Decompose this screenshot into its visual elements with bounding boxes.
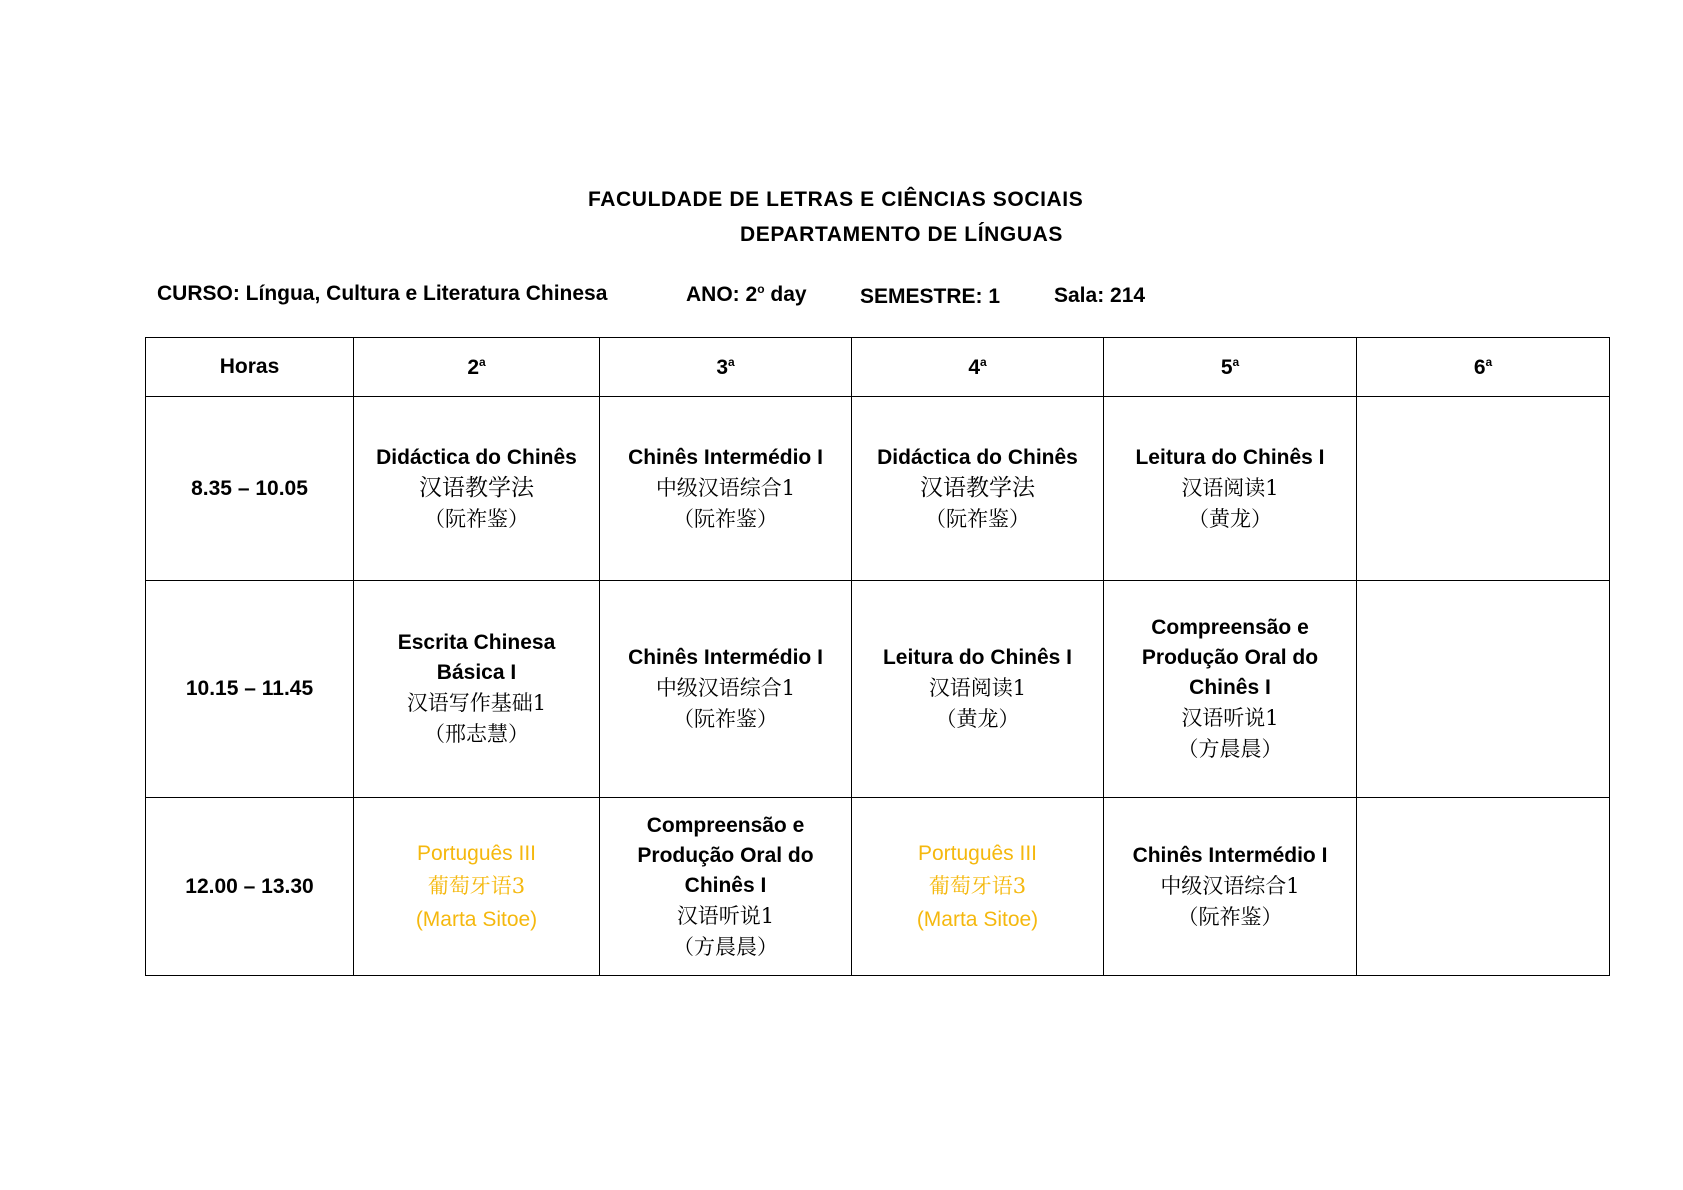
table-row [146, 397, 1610, 581]
course-title: Didáctica do Chinês [877, 445, 1078, 469]
teacher-name: （方晨晨） [1177, 737, 1283, 761]
teacher-name: (Marta Sitoe) [916, 908, 1039, 931]
schedule-table [145, 337, 1610, 976]
course-title: Leitura do Chinês I [1135, 445, 1325, 469]
time-slot: 10.15 – 11.45 [146, 581, 354, 798]
time-slot: 8.35 – 10.05 [146, 397, 354, 581]
teacher-name: （邢志慧） [424, 722, 529, 746]
empty-cell [1357, 798, 1610, 976]
header-row [146, 338, 1610, 397]
class-cell [1104, 397, 1357, 581]
teacher-name: （阮祚鉴） [424, 506, 529, 531]
course-chinese: 汉语阅读1 [928, 676, 1027, 700]
table-row [146, 798, 1610, 976]
teacher-name: （方晨晨） [673, 934, 778, 959]
header-day-3: 3$^a$ [600, 338, 852, 397]
course-chinese: 中级汉语综合1 [655, 676, 796, 700]
header-day-4: 4$^a$ [852, 338, 1104, 397]
time-slot: 12.00 – 13.30 [146, 798, 354, 976]
course-chinese: 汉语写作基础1 [406, 691, 547, 715]
year-label: ANO: 2$^o$ day [686, 282, 807, 306]
semester-label: SEMESTRE: 1 [860, 285, 1001, 308]
department-title: DEPARTAMENTO DE LÍNGUAS [740, 223, 1063, 246]
course-chinese: 汉语听说1 [1181, 706, 1279, 730]
course-title: Compreensão e [646, 813, 805, 837]
teacher-name: （阮祚鉴） [673, 707, 778, 731]
empty-cell [1357, 397, 1610, 581]
teacher-name: （阮祚鉴） [673, 506, 778, 531]
course-title: Leitura do Chinês I [882, 646, 1073, 669]
class-cell [1104, 581, 1357, 798]
class-cell [354, 397, 600, 581]
course-title: Compreensão e [1151, 616, 1309, 639]
class-cell [600, 798, 852, 976]
course-title: Chinês Intermédio I [628, 445, 823, 469]
course-title: Português III [416, 842, 537, 865]
teacher-name: （黄龙） [935, 707, 1020, 731]
class-cell [852, 397, 1104, 581]
course-title: Básica I [436, 661, 517, 684]
course-title: Chinês Intermédio I [628, 646, 823, 669]
class-cell [600, 397, 852, 581]
class-cell [1104, 798, 1357, 976]
header-horas: Horas [146, 338, 354, 397]
course-title: Português III [917, 842, 1038, 865]
course-title: Chinês I [684, 873, 767, 897]
room-label: Sala: 214 [1054, 284, 1146, 307]
class-cell [600, 581, 852, 798]
course-chinese: 中级汉语综合1 [655, 475, 796, 500]
course-title: Produção Oral do [637, 843, 814, 867]
faculty-title: FACULDADE DE LETRAS E CIÊNCIAS SOCIAIS [588, 188, 1084, 211]
course-chinese: 葡萄牙语3 [928, 874, 1027, 898]
teacher-name: （黄龙） [1188, 506, 1272, 531]
empty-cell [1357, 581, 1610, 798]
header-day-5: 5$^a$ [1104, 338, 1357, 397]
header-day-6: 6$^a$ [1357, 338, 1610, 397]
table-row [146, 581, 1610, 798]
class-cell-highlighted [354, 798, 600, 976]
header-day-2: 2$^a$ [354, 338, 600, 397]
course-chinese: 汉语听说1 [676, 903, 775, 928]
course-title: Produção Oral do [1141, 646, 1319, 669]
course-title: Didáctica do Chinês [376, 445, 577, 469]
class-cell [852, 581, 1104, 798]
course-chinese: 葡萄牙语3 [427, 874, 526, 898]
course-title: Chinês I [1189, 676, 1271, 699]
teacher-name: （阮祚鉴） [1177, 904, 1283, 929]
course-label: CURSO: Língua, Cultura e Literatura Chinesa [157, 282, 608, 305]
teacher-name: (Marta Sitoe) [415, 908, 538, 931]
course-title: Chinês Intermédio I [1132, 843, 1328, 867]
class-cell-highlighted [852, 798, 1104, 976]
class-cell [354, 581, 600, 798]
course-chinese: 中级汉语综合1 [1160, 873, 1300, 898]
teacher-name: （阮祚鉴） [925, 506, 1030, 531]
course-title: Escrita Chinesa [397, 631, 556, 654]
course-chinese: 汉语教学法 [920, 474, 1035, 501]
course-chinese: 汉语阅读1 [1181, 475, 1279, 500]
course-chinese: 汉语教学法 [419, 474, 534, 501]
